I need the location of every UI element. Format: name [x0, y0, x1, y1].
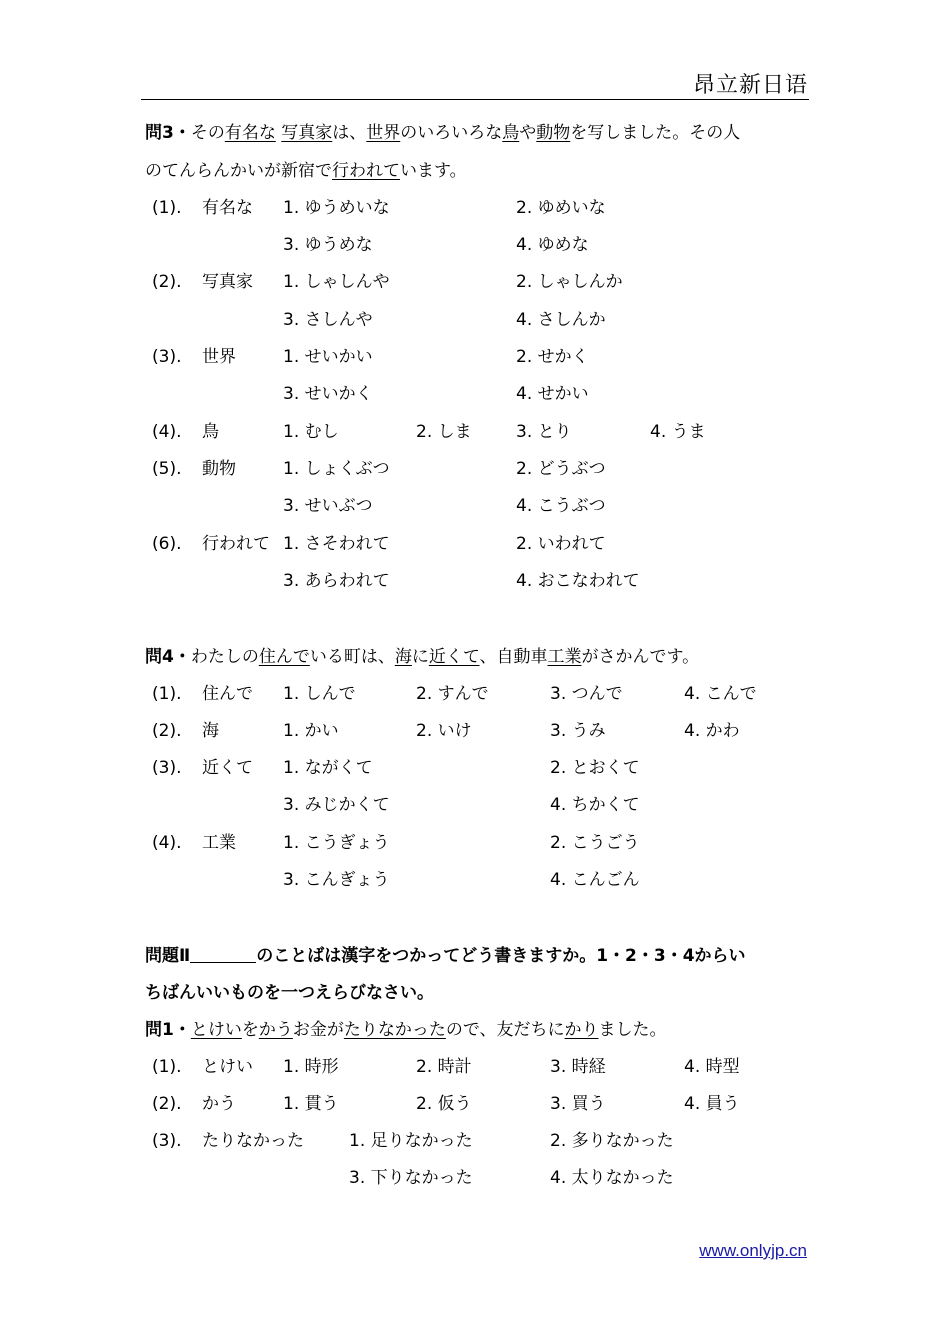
option-1: 1. しゃしんや: [283, 272, 390, 292]
item-number: (3).: [152, 1131, 182, 1151]
q3-item-1: [0, 196, 950, 220]
item-number: (1).: [152, 684, 182, 704]
part2-instruction: [145, 944, 746, 968]
q3-text: その: [190, 123, 225, 143]
q4-word-2: 海: [394, 647, 412, 667]
q3-item-6: [0, 532, 950, 556]
option-4: 4. うま: [650, 422, 706, 442]
item-number: (2).: [152, 721, 182, 741]
q3-text: のいろいろな: [400, 123, 503, 143]
q4-text: わたしの: [190, 647, 259, 667]
q3-text: は、: [332, 123, 367, 143]
p2q1-label: 問1・: [145, 1020, 191, 1040]
q4-item-3: [0, 756, 950, 780]
option-4: 4. かわ: [684, 721, 740, 741]
item-word: 近くて: [202, 758, 253, 778]
p2q1-text: ました。: [598, 1020, 667, 1040]
q4-item-4-cont: [0, 868, 950, 892]
p2q1-text: お金が: [292, 1020, 344, 1040]
item-word: 工業: [202, 833, 236, 853]
q4-word-1: 住んで: [258, 647, 310, 667]
option-2: 2. すんで: [416, 684, 489, 704]
q3-item-1-cont: [0, 233, 950, 257]
option-4: 4. 時型: [684, 1057, 740, 1077]
option-4: 4. こうぶつ: [516, 496, 606, 516]
option-1: 1. ゆうめいな: [283, 198, 390, 218]
item-number: (3).: [152, 347, 182, 367]
q4-sentence: [145, 645, 699, 669]
q4-text: いる町は、: [309, 647, 395, 667]
q4-word-4: 工業: [547, 647, 582, 667]
option-2: 2. こうごう: [550, 833, 640, 853]
option-4: 4. せかい: [516, 384, 589, 404]
option-3: 3. 買う: [550, 1094, 606, 1114]
item-word: とけい: [202, 1057, 253, 1077]
p2q1-word-4: かり: [564, 1020, 599, 1040]
option-3: 3. みじかくて: [283, 795, 390, 815]
option-3: 3. せいぶつ: [283, 496, 373, 516]
option-1: 1. かい: [283, 721, 339, 741]
option-2: 2. 仮う: [416, 1094, 472, 1114]
option-1: 1. 足りなかった: [349, 1131, 473, 1151]
option-1: 1. せいかい: [283, 347, 373, 367]
part2-instruction-line2: ちばんいいものを一つえらびなさい。: [145, 983, 434, 1003]
option-1: 1. 貫う: [283, 1094, 339, 1114]
q3-item-5-cont: [0, 494, 950, 518]
option-2: 2. とおくて: [550, 758, 640, 778]
q4-word-3: 近くて: [428, 647, 480, 667]
q3-text: います。: [400, 161, 467, 181]
item-word: 世界: [202, 347, 236, 367]
p2q1-item-3-cont: [0, 1166, 950, 1190]
option-1: 1. ながくて: [283, 758, 373, 778]
q3-item-2-cont: [0, 308, 950, 332]
item-word: たりなかった: [202, 1131, 304, 1151]
answer-blank: [190, 946, 256, 963]
part2-label: 問題Ⅱ: [145, 946, 191, 966]
option-3: 3. あらわれて: [283, 571, 390, 591]
option-3: 3. とり: [516, 422, 572, 442]
option-2: 2. どうぶつ: [516, 459, 606, 479]
q3-word-2: 写真家: [281, 123, 333, 143]
brand-title: 昂立新日语: [692, 73, 808, 98]
q3-item-3-cont: [0, 382, 950, 406]
option-2: 2. いわれて: [516, 534, 606, 554]
option-3: 3. つんで: [550, 684, 623, 704]
option-3: 3. ゆうめな: [283, 235, 373, 255]
option-1: 1. こうぎょう: [283, 833, 390, 853]
item-number: (4).: [152, 833, 182, 853]
q3-item-2: [0, 270, 950, 294]
q3-word-1: 有名な: [224, 123, 276, 143]
option-1: 1. 時形: [283, 1057, 339, 1077]
q3-item-3: [0, 345, 950, 369]
option-3: 3. せいかく: [283, 384, 373, 404]
q3-label: 問3・: [145, 123, 191, 143]
option-2: 2. 時計: [416, 1057, 472, 1077]
q3-word-4: 鳥: [502, 123, 520, 143]
p2q1-word-1: とけい: [190, 1020, 242, 1040]
option-4: 4. ちかくて: [550, 795, 640, 815]
item-word: 海: [202, 721, 219, 741]
item-number: (5).: [152, 459, 182, 479]
p2q1-item-3: [0, 1129, 950, 1153]
item-word: かう: [202, 1094, 236, 1114]
option-1: 1. しょくぶつ: [283, 459, 390, 479]
q4-item-3-cont: [0, 793, 950, 817]
q3-item-5: [0, 457, 950, 481]
q4-text: に: [411, 647, 429, 667]
item-number: (4).: [152, 422, 182, 442]
item-word: 住んで: [202, 684, 253, 704]
option-4: 4. こんごん: [550, 870, 640, 890]
p2q1-text: を: [241, 1020, 259, 1040]
q3-word-6: 行われて: [332, 161, 400, 181]
option-3: 3. こんぎょう: [283, 870, 390, 890]
q3-text: や: [519, 123, 537, 143]
option-2: 2. 多りなかった: [550, 1131, 674, 1151]
q3-sentence: [145, 121, 740, 145]
item-word: 行われて: [202, 534, 270, 554]
item-number: (6).: [152, 534, 182, 554]
item-number: (2).: [152, 1094, 182, 1114]
q3-item-6-cont: [0, 569, 950, 593]
q3-sentence-line2: [145, 159, 467, 183]
q3-word-5: 動物: [536, 123, 571, 143]
option-4: 4. ゆめな: [516, 235, 589, 255]
q4-item-4: [0, 831, 950, 855]
p2q1-item-2: [0, 1092, 950, 1116]
q3-word-3: 世界: [366, 123, 401, 143]
item-number: (1).: [152, 198, 182, 218]
q4-item-1: [0, 682, 950, 706]
option-3: 3. さしんや: [283, 310, 373, 330]
item-number: (2).: [152, 272, 182, 292]
option-2: 2. せかく: [516, 347, 589, 367]
option-4: 4. こんで: [684, 684, 757, 704]
item-word: 動物: [202, 459, 236, 479]
q4-item-2: [0, 719, 950, 743]
q4-text: がさかんです。: [581, 647, 700, 667]
p2q1-item-1: [0, 1055, 950, 1079]
option-3: 3. うみ: [550, 721, 606, 741]
option-4: 4. 員う: [684, 1094, 740, 1114]
item-number: (1).: [152, 1057, 182, 1077]
option-4: 4. 太りなかった: [550, 1168, 674, 1188]
option-4: 4. おこなわれて: [516, 571, 640, 591]
option-1: 1. さそわれて: [283, 534, 390, 554]
p2q1-text: ので、友だちに: [445, 1020, 565, 1040]
option-1: 1. しんで: [283, 684, 356, 704]
option-1: 1. むし: [283, 422, 339, 442]
option-3: 3. 下りなかった: [349, 1168, 473, 1188]
item-number: (3).: [152, 758, 182, 778]
q3-text: のてんらんかいが新宿で: [145, 161, 332, 181]
q4-text: 、自動車: [479, 647, 548, 667]
p2q1-word-2: かう: [258, 1020, 293, 1040]
option-2: 2. しま: [416, 422, 472, 442]
option-2: 2. いけ: [416, 721, 472, 741]
option-2: 2. ゆめいな: [516, 198, 606, 218]
option-3: 3. 時経: [550, 1057, 606, 1077]
header-rule: [141, 99, 809, 100]
option-4: 4. さしんか: [516, 310, 606, 330]
p2q1-sentence: [145, 1018, 667, 1042]
p2q1-word-3: たりなかった: [343, 1020, 446, 1040]
item-word: 有名な: [202, 198, 253, 218]
q3-text: を写しました。その人: [570, 123, 741, 143]
q4-label: 問4・: [145, 647, 191, 667]
option-2: 2. しゃしんか: [516, 272, 623, 292]
item-word: 鳥: [202, 422, 219, 442]
item-word: 写真家: [202, 272, 253, 292]
q3-item-4: [0, 420, 950, 444]
part2-text: のことばは漢字をつかってどう書きますか。1・2・3・4からい: [256, 946, 746, 966]
footer-link[interactable]: www.onlyjp.cn: [699, 1241, 807, 1260]
